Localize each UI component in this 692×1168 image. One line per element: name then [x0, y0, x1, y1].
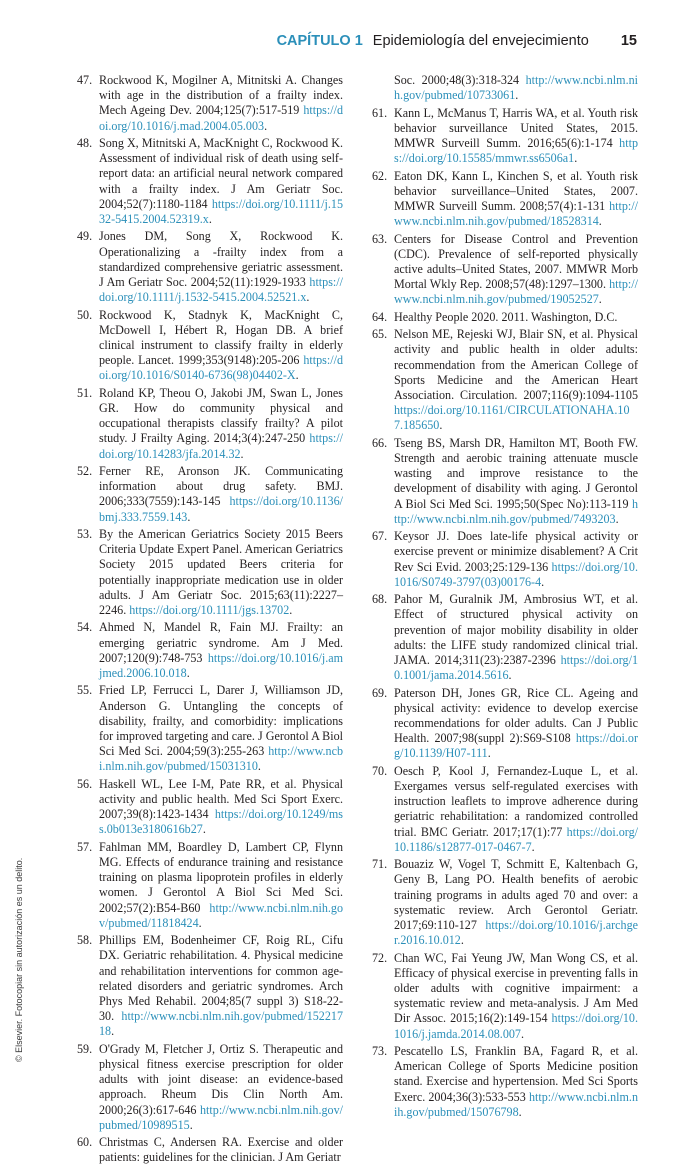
- reference-item: [77, 777, 343, 838]
- reference-number: 59.: [77, 1041, 93, 1056]
- reference-end: .: [189, 1117, 193, 1132]
- reference-end: .: [598, 214, 602, 229]
- reference-item: [372, 232, 638, 308]
- reference-end: .: [208, 212, 212, 227]
- reference-text: Fried LP, Ferrucci L, Darer J, Williamson JD, Anderson G. Untangling the concepts of disability, frailty, and comorbidity: implications for improved targeting and care. J Gerontol A Biol Sci Med Sci. 2004;59(3):255-263: [99, 683, 343, 759]
- reference-end: .: [531, 839, 535, 854]
- reference-number: 73.: [372, 1044, 388, 1059]
- reference-item: [372, 106, 638, 167]
- reference-end: .: [460, 933, 464, 948]
- chapter-title: Epidemiología del envejecimiento: [372, 33, 589, 49]
- reference-end: .: [515, 88, 519, 103]
- reference-end: .: [264, 118, 268, 133]
- reference-link[interactable]: https://doi.org/10.1136/bmj.333.7559.143: [99, 494, 343, 524]
- reference-end: .: [439, 418, 443, 433]
- reference-end: .: [508, 668, 512, 683]
- reference-link[interactable]: https://doi.org/10.1249/mss.0b013e3180616b27: [99, 807, 343, 837]
- reference-item: [77, 527, 343, 618]
- reference-text: Jones DM, Song X, Rockwood K. Operationalizing a -frailty index from a standardized comprehensive geriatric assessment. J Am Geriatr Soc. 2004;52(11):1929-1933: [99, 229, 343, 290]
- reference-item: [372, 592, 638, 683]
- reference-end: .: [487, 746, 491, 761]
- reference-number: 50.: [77, 307, 93, 322]
- reference-link[interactable]: https://doi.org/10.1111/j.1532-5415.2004.52319.x: [99, 196, 343, 227]
- reference-end: .: [295, 368, 299, 383]
- reference-link[interactable]: http://www.ncbi.nlm.nih.gov/pubmed/11818424: [99, 900, 343, 930]
- reference-number: 71.: [372, 857, 388, 872]
- reference-number: 69.: [372, 685, 388, 700]
- reference-text: Rockwood K, Stadnyk K, MacKnight C, McDowell I, Hébert R, Hogan DB. A brief clinical instrument to classify frailty in elderly people. Lancet. 1999;353(9148):205-206: [99, 307, 343, 368]
- reference-item: [372, 857, 638, 948]
- reference-number: 54.: [77, 620, 93, 635]
- reference-end: .: [289, 603, 293, 618]
- reference-number: 62.: [372, 168, 388, 183]
- reference-number: 60.: [77, 1135, 93, 1150]
- reference-text: Nelson ME, Rejeski WJ, Blair SN, et al. Physical activity and public health in older adults: recommendation from the American College of Sports Medicine and the American Heart Association. Circulation. 2007;116(9):1094-1105: [394, 327, 638, 402]
- reference-text: Oesch P, Kool J, Fernandez-Luque L, et al. Exergames versus self-regulated exercises with instruction leaflets to improve adherence during geriatric rehabilitation: a randomized controlled trial. BMC Geriatr. 2017;17(1):77: [394, 763, 638, 839]
- reference-end: .: [574, 151, 578, 166]
- reference-item: [77, 840, 343, 931]
- reference-text: Roland KP, Theou O, Jakobi JM, Swan L, Jones GR. How do community physical and occupational therapists classify frailty? A pilot study. J Frailty Aging. 2014;3(4):247-250: [99, 385, 343, 446]
- copyright-note: © Elsevier. Fotocopiar sin autorización es un delito.: [14, 857, 24, 1062]
- reference-number: 65.: [372, 327, 388, 342]
- reference-item: [372, 1044, 638, 1120]
- reference-end: .: [186, 666, 190, 681]
- reference-item: [77, 1135, 343, 1165]
- reference-link[interactable]: https://doi.org/10.1016/j.jamda.2014.08.007: [394, 1011, 638, 1041]
- references-column-right: [372, 73, 638, 1122]
- reference-number: 63.: [372, 231, 388, 246]
- reference-number: 47.: [77, 73, 93, 87]
- reference-end: .: [111, 1024, 115, 1039]
- reference-text: Ferner RE, Aronson JK. Communicating information about drug safety. BMJ. 2006;333(7559):143-145: [99, 464, 343, 509]
- reference-link[interactable]: https://doi.org/10.1016/S0749-3797(03)00176-4: [394, 559, 638, 589]
- reference-text: Ahmed N, Mandel R, Fain MJ. Frailty: an emerging geriatric syndrome. Am J Med. 2007;120(9):748-753: [99, 620, 343, 665]
- reference-number: 61.: [372, 105, 388, 120]
- reference-number: 56.: [77, 776, 93, 791]
- reference-text: Soc. 2000;48(3):318-324: [394, 73, 526, 87]
- reference-link[interactable]: http://www.ncbi.nlm.nih.gov/pubmed/15076798: [394, 1089, 638, 1119]
- reference-number: 72.: [372, 950, 388, 965]
- reference-text: Pescatello LS, Franklin BA, Fagard R, et al. American College of Sports Medicine position stand. Exercise and hypertension. Med Sci Sports Exerc. 2004;36(3):533-553: [394, 1044, 638, 1104]
- reference-item: [372, 327, 638, 433]
- reference-item: [372, 169, 638, 230]
- reference-number: 51.: [77, 385, 93, 400]
- reference-text: Paterson DH, Jones GR, Rice CL. Ageing and physical activity: evidence to develop exercise recommendations for older adults. Can J Public Health. 2007;98(suppl 2):S69-S108: [394, 685, 638, 746]
- reference-item: [372, 951, 638, 1042]
- reference-item: [372, 686, 638, 762]
- reference-end: .: [240, 446, 244, 461]
- reference-item: [372, 764, 638, 855]
- reference-link[interactable]: http://www.ncbi.nlm.nih.gov/pubmed/19052527: [394, 277, 638, 307]
- reference-item: [77, 1042, 343, 1133]
- reference-item: [77, 620, 343, 681]
- reference-link[interactable]: http://www.ncbi.nlm.nih.gov/pubmed/10989515: [99, 1102, 343, 1132]
- reference-end: .: [257, 759, 261, 774]
- reference-item: [372, 436, 638, 527]
- reference-link[interactable]: https://doi.org/10.1161/CIRCULATIONAHA.107.185650: [394, 403, 630, 433]
- reference-list-left: [77, 73, 343, 1166]
- reference-number: 53.: [77, 527, 93, 542]
- reference-text: Healthy People 2020. 2011. Washington, D.C.: [394, 309, 618, 324]
- reference-number: 66.: [372, 435, 388, 450]
- reference-text: Pahor M, Guralnik JM, Ambrosius WT, et al. Effect of structured physical activity on prevention of major mobility disability in older adults: the LIFE study randomized clinical trial. JAMA. 2014;311(23):2387-2396: [394, 592, 638, 668]
- reference-link[interactable]: https://doi.org/10.1111/jgs.13702: [129, 603, 290, 618]
- reference-item: [77, 229, 343, 305]
- reference-number: 52.: [77, 464, 93, 479]
- reference-text: Phillips EM, Bodenheimer CF, Roig RL, Cifu DX. Geriatric rehabilitation. 4. Physical medicine and rehabilitation interventions for common age-related disorders and geriatric syndromes. Arch Phys Med Rehabil. 2004;85(7 suppl 3) S18-22-30.: [99, 933, 343, 1024]
- reference-link[interactable]: http://www.ncbi.nlm.nih.gov/pubmed/7493203: [394, 496, 638, 526]
- reference-number: 58.: [77, 933, 93, 948]
- reference-text: Haskell WL, Lee I-M, Pate RR, et al. Physical activity and public health. Med Sci Sport Exerc. 2007;39(8):1423-1434: [99, 776, 343, 822]
- reference-item: [77, 308, 343, 384]
- reference-end: .: [202, 822, 206, 837]
- reference-link[interactable]: https://doi.org/10.1186/s12877-017-0467-7: [394, 824, 638, 854]
- reference-list-right: [372, 73, 638, 1120]
- reference-link[interactable]: https://doi.org/10.1139/H07-111: [394, 731, 638, 761]
- reference-item: [372, 73, 638, 103]
- reference-end: .: [518, 1104, 522, 1119]
- reference-end: .: [198, 915, 202, 930]
- running-header: [277, 33, 637, 49]
- reference-link[interactable]: http://www.ncbi.nlm.nih.gov/pubmed/15221718: [99, 1009, 343, 1039]
- reference-number: 67.: [372, 529, 388, 544]
- references-column-left: [77, 73, 343, 1168]
- reference-number: 57.: [77, 839, 93, 854]
- page-number: 15: [620, 33, 637, 49]
- reference-item: [77, 464, 343, 525]
- reference-link[interactable]: https://doi.org/10.1016/j.amjmed.2006.10.018: [99, 650, 343, 681]
- reference-number: 68.: [372, 592, 388, 607]
- reference-item: [372, 310, 638, 325]
- reference-text: Centers for Disease Control and Prevention (CDC). Prevalence of self-reported physically active adults–United States, 2007. MMWR Morb Mortal Wkly Rep. 2008;57(48):1297–1300.: [394, 231, 638, 292]
- reference-end: .: [541, 574, 545, 589]
- reference-text: O'Grady M, Fletcher J, Ortiz S. Therapeutic and physical fitness exercise prescription for older adults with joint disease: an evidence-based approach. Rheum Dis Clin North Am. 2000;26(3):617-646: [99, 1041, 343, 1117]
- reference-text: Chan WC, Fai Yeung JW, Man Wong CS, et al. Efficacy of physical exercise in preventing falls in older adults with cognitive impairment: a systematic review and meta-analysis. J Am Med Dir Assoc. 2015;16(2):149-154: [394, 950, 638, 1026]
- reference-number: 70.: [372, 763, 388, 778]
- reference-number: 64.: [372, 309, 388, 324]
- reference-text: Keysor JJ. Does late-life physical activity or exercise prevent or minimize disablement? A Crit Rev Sci Evid. 2003;25:129-136: [394, 529, 638, 574]
- reference-number: 55.: [77, 683, 93, 698]
- reference-link[interactable]: https://doi.org/10.1016/j.mad.2004.05.003: [99, 103, 343, 133]
- reference-item: [77, 386, 343, 462]
- reference-text: Rockwood K, Mogilner A, Mitnitski A. Changes with age in the distribution of a frailty index. Mech Ageing Dev. 2004;125(7):517-519: [99, 73, 343, 118]
- reference-end: .: [306, 290, 310, 305]
- reference-text: Song X, Mitnitski A, MacKnight C, Rockwood K. Assessment of individual risk of death using self-report data: an artificial neural network compared with a frailty index. J Am Geriatr Soc. 2004;52(7):1180-1184: [99, 136, 343, 211]
- reference-text: By the American Geriatrics Society 2015 Beers Criteria Update Expert Panel. American Geriatrics Society 2015 updated Beers criteria for potentially inappropriate medication use in older adults. J Am Geriatr Soc. 2015;63(11):2227–2246.: [99, 527, 343, 618]
- reference-link[interactable]: https://doi.org/10.1001/jama.2014.5616: [394, 653, 638, 683]
- reference-text: Kann L, McManus T, Harris WA, et al. Youth risk behavior surveillance United States, 2015. MMWR Surveill Summ. 2016;65(6):1-174: [394, 105, 638, 150]
- reference-text: Fahlman MM, Boardley D, Lambert CP, Flynn MG. Effects of endurance training and resistance training on plasma lipoprotein profiles in elderly women. J Gerontol A Biol Sci Med Sci. 2002;57(2):B54-B60: [99, 839, 343, 915]
- chapter-label: CAPÍTULO 1: [276, 33, 363, 49]
- reference-item: [77, 73, 343, 134]
- reference-item: [77, 933, 343, 1039]
- reference-number: 49.: [77, 229, 93, 244]
- reference-number: 48.: [77, 136, 93, 150]
- reference-end: .: [615, 511, 619, 526]
- reference-end: .: [598, 292, 602, 307]
- reference-item: [372, 529, 638, 590]
- reference-item: [77, 683, 343, 774]
- reference-link[interactable]: https://doi.org/10.15585/mmwr.ss6506a1: [394, 136, 638, 166]
- reference-link[interactable]: https://doi.org/10.1016/S0140-6736(98)04402-X: [99, 353, 343, 383]
- reference-link[interactable]: http://www.ncbi.nlm.nih.gov/pubmed/15031310: [99, 744, 343, 774]
- reference-text: Tseng BS, Marsh DR, Hamilton MT, Booth FW. Strength and aerobic training attenuate muscle wasting and improve resistance to the development of disability with aging. J Gerontol A Biol Sci Med Sci. 1995;50(Spec No):113-119: [394, 435, 638, 511]
- reference-link[interactable]: https://doi.org/10.14283/jfa.2014.32: [99, 431, 343, 461]
- reference-item: [77, 136, 343, 227]
- reference-text: Bouaziz W, Vogel T, Schmitt E, Kaltenbach G, Geny B, Lang PO. Health benefits of aerobic training programs in adults aged 70 and over: a systematic review. Arch Gerontol Geriatr. 2017;69:110-127: [394, 857, 638, 933]
- reference-link[interactable]: http://www.ncbi.nlm.nih.gov/pubmed/18528314: [394, 199, 638, 229]
- reference-end: .: [520, 1026, 525, 1041]
- reference-text: Christmas C, Andersen RA. Exercise and older patients: guidelines for the clinician. J Am Geriatr: [99, 1135, 343, 1165]
- reference-link[interactable]: https://doi.org/10.1016/j.archger.2016.10.012: [394, 918, 638, 948]
- reference-link[interactable]: http://www.ncbi.nlm.nih.gov/pubmed/10733061: [394, 73, 638, 103]
- reference-link[interactable]: https://doi.org/10.1111/j.1532-5415.2004.52521.x: [99, 275, 343, 305]
- reference-text: Eaton DK, Kann L, Kinchen S, et al. Youth risk behavior surveillance–United States, 2007. MMWR Surveill Summ. 2008;57(4):1-131: [394, 168, 638, 213]
- reference-end: .: [187, 509, 191, 524]
